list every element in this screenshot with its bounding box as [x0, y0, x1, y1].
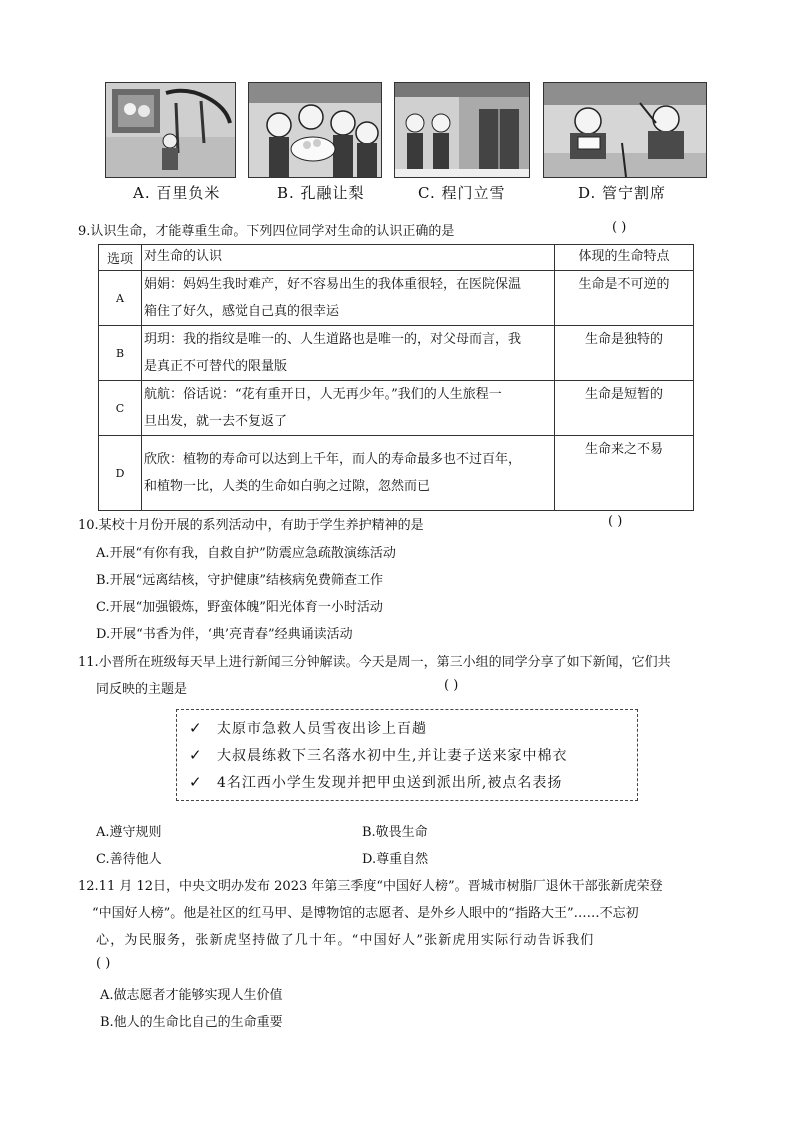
row-feature: 生命来之不易 — [555, 436, 694, 511]
q10-question: 10.某校十月份开展的系列活动中，有助于学生养护精神的是 — [78, 518, 424, 533]
check-icon: ✓ — [189, 773, 203, 791]
row-option: A — [99, 271, 142, 326]
news-text: 4名江西小学生发现并把甲虫送到派出所,被点名表扬 — [217, 775, 563, 791]
picture-a — [105, 82, 236, 178]
table-row — [99, 381, 694, 436]
row-text-line1: 娟娟：妈妈生我时难产，好不容易出生的我体重很轻，在医院保温 — [144, 277, 522, 292]
news-item — [189, 745, 567, 765]
q9-table — [98, 244, 694, 511]
row-text-line2: 旦出发，就一去不复返了 — [144, 414, 288, 429]
q12-question-line3: 心，为民服务，张新虎坚持做了几十年。“中国好人”张新虎用实际行动告诉我们 — [96, 933, 595, 948]
news-box — [176, 709, 638, 801]
row-text-line2: 是真正不可替代的限量版 — [144, 359, 288, 374]
row-text-line1: 欣欣：植物的寿命可以达到上千年，而人的寿命最多也不过百年， — [144, 452, 522, 467]
q10-answer-paren: ( ) — [608, 514, 623, 529]
row-text-line1: 玥玥：我的指纹是唯一的、人生道路也是唯一的，对父母而言，我 — [144, 332, 522, 347]
option-caption-d: D. 管宁割席 — [578, 184, 667, 202]
q11-option-c: C.善待他人 — [96, 852, 162, 867]
q12-question-line2: “中国好人榜”。他是社区的红马甲、是博物馆的志愿者、是外乡人眼中的“指路大王”……不忘初 — [92, 906, 639, 921]
news-text: 大叔晨练救下三名落水初中生,并让妻子送来家中棉衣 — [217, 748, 568, 764]
cut-mat-scene-icon — [544, 83, 706, 177]
children-pears-scene-icon — [249, 83, 381, 177]
check-icon: ✓ — [189, 746, 203, 764]
q12-question-line1: 12.11 月 12日，中央文明办发布 2023 年第三季度“中国好人榜”。晋城市树脂厂退休干部张新虎荣登 — [78, 879, 663, 894]
row-text-line2: 和植物一比，人类的生命如白驹之过隙，忽然而已 — [144, 479, 431, 494]
q10-option-d: D.开展“书香为伴，‘典’亮青春”经典诵读活动 — [96, 627, 353, 642]
q11-option-a: A.遵守规则 — [96, 825, 162, 840]
option-caption-a: A. 百里负米 — [133, 184, 221, 202]
q10-option-a: A.开展“有你有我，自救自护”防震应急疏散演练活动 — [96, 546, 396, 561]
row-feature: 生命是短暂的 — [555, 381, 694, 436]
row-option: C — [99, 381, 142, 436]
check-icon: ✓ — [189, 719, 203, 737]
q9-answer-paren: ( ) — [612, 220, 627, 235]
row-understanding — [142, 271, 555, 326]
q9-question: 9.认识生命，才能尊重生命。下列四位同学对生命的认识正确的是 — [78, 224, 455, 239]
news-text: 太原市急救人员雪夜出诊上百趟 — [217, 721, 427, 737]
q11-option-d: D.尊重自然 — [362, 852, 429, 867]
picture-c — [394, 82, 530, 178]
q11-option-b: B.敬畏生命 — [362, 825, 428, 840]
header-option: 选项 — [99, 245, 142, 271]
row-option: B — [99, 326, 142, 381]
q11-question-line1: 11.小晋所在班级每天早上进行新闻三分钟解读。今天是周一，第三小组的同学分享了如下新闻，它们共 — [78, 655, 671, 670]
parent-child-scene-icon — [106, 83, 235, 177]
option-caption-b: B. 孔融让梨 — [277, 184, 365, 202]
header-feature: 体现的生命特点 — [555, 245, 694, 271]
option-caption-c: C. 程门立雪 — [418, 184, 506, 202]
news-item — [189, 718, 427, 738]
header-understanding: 对生命的认识 — [142, 245, 555, 271]
picture-b — [248, 82, 382, 178]
q11-answer-paren: ( ) — [444, 678, 459, 693]
q12-option-b: B.他人的生命比自己的生命重要 — [100, 1015, 283, 1030]
row-understanding — [142, 326, 555, 381]
q12-option-a: A.做志愿者才能够实现人生价值 — [100, 988, 283, 1003]
row-understanding — [142, 381, 555, 436]
row-option: D — [99, 436, 142, 511]
row-feature: 生命是独特的 — [555, 326, 694, 381]
q11-question-line2: 同反映的主题是 — [96, 682, 188, 697]
q10-option-c: C.开展“加强锻炼，野蛮体魄”阳光体育一小时活动 — [96, 600, 383, 615]
q10-option-b: B.开展“远离结核，守护健康”结核病免费筛查工作 — [96, 573, 383, 588]
table-header-row — [99, 245, 694, 271]
row-understanding — [142, 436, 555, 511]
row-text-line2: 箱住了好久，感觉自己真的很幸运 — [144, 304, 340, 319]
table-row — [99, 271, 694, 326]
row-feature: 生命是不可逆的 — [555, 271, 694, 326]
row-text-line1: 航航：俗话说：“花有重开日，人无再少年。”我们的人生旅程一 — [144, 387, 502, 402]
table-row — [99, 326, 694, 381]
picture-d — [543, 82, 707, 178]
q12-answer-paren: ( ) — [96, 956, 111, 971]
students-at-door-scene-icon — [395, 83, 529, 177]
news-item — [189, 772, 562, 792]
table-row — [99, 436, 694, 511]
